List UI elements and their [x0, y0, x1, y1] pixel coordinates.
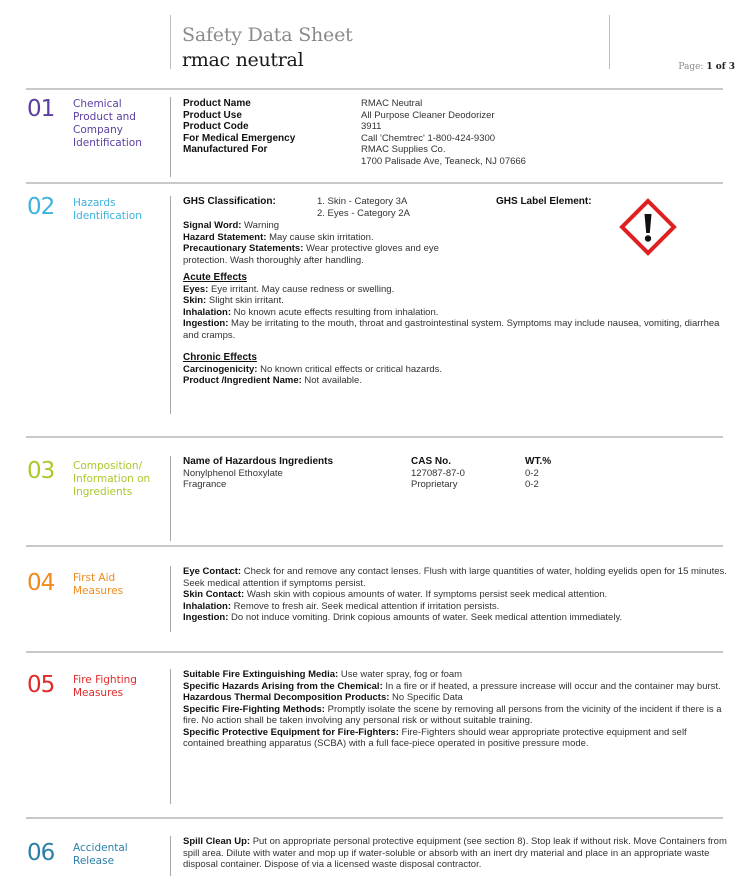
acute-effect-item [183, 284, 728, 296]
section-title: Fire Fighting Measures [73, 674, 137, 699]
product-info-table [183, 98, 728, 167]
document-header [0, 0, 749, 90]
item-label: Ingestion: [183, 612, 229, 623]
section-vertical-rule [170, 836, 171, 876]
item-label: Spill Clean Up: [183, 836, 251, 847]
field-label: Product Code [183, 121, 249, 132]
hazard-statement-value: May cause skin irritation. [269, 231, 374, 243]
section-number: 05 [27, 672, 55, 698]
section-body [183, 566, 728, 624]
first-aid-item [183, 589, 728, 601]
section-title: Hazards Identification [73, 197, 142, 222]
column-header: WT.% [525, 456, 552, 467]
item-label: Inhalation: [183, 600, 232, 612]
first-aid-item [183, 566, 728, 589]
section-number: 04 [27, 570, 55, 596]
effect-text: No known acute effects resulting from inhalation. [233, 306, 439, 318]
page-indicator [678, 62, 735, 72]
section-body [183, 836, 728, 871]
acute-effects-heading: Acute Effects [183, 272, 247, 283]
field-value: RMAC Supplies Co. [361, 144, 446, 155]
item-text: Promptly isolate the scene by removing all persons from the vicinity of the incident if there is a fire. No action shall be taken involving any personal risk or without suitable training. [183, 703, 722, 726]
section-title: Accidental Release [73, 842, 128, 867]
item-text: Wash skin with copious amounts of water. If symptoms persist seek medical attention. [246, 589, 608, 600]
section-vertical-rule [170, 97, 171, 177]
signal-word-value: Warning [244, 220, 280, 231]
precautionary-label: Precautionary Statements: [183, 243, 304, 254]
exclamation-dot [645, 235, 651, 241]
table-cell: 127087-87-0 [411, 467, 465, 479]
effect-text: Not available. [304, 375, 362, 386]
fire-fighting-item [183, 681, 728, 693]
header-divider-right [609, 15, 610, 69]
item-text: Use water spray, fog or foam [340, 669, 463, 680]
field-label: Product Name [183, 98, 251, 109]
section-divider [26, 182, 723, 184]
section-06-accidental-release [0, 836, 749, 876]
section-divider [26, 817, 723, 819]
section-body [183, 669, 728, 750]
document-type-title: Safety Data Sheet [182, 24, 353, 46]
section-number: 02 [27, 194, 55, 220]
ghs-label-element-label: GHS Label Element: [496, 196, 592, 207]
item-label: Specific Fire-Fighting Methods: [183, 703, 325, 715]
table-cell: 0-2 [525, 479, 539, 490]
item-label: Specific Hazards Arising from the Chemical: [183, 680, 383, 692]
table-cell: 0-2 [525, 467, 539, 479]
effect-label: Eyes: [183, 283, 209, 295]
field-value: All Purpose Cleaner Deodorizer [361, 109, 495, 121]
column-header: CAS No. [411, 456, 451, 467]
field-value: RMAC Neutral [361, 98, 423, 109]
hazard-statement-label: Hazard Statement: [183, 231, 267, 243]
item-text: In a fire or if heated, a pressure increase will occur and the container may burst. [385, 680, 721, 692]
chronic-effects-heading: Chronic Effects [183, 352, 257, 363]
section-02-hazards [0, 196, 749, 432]
fire-fighting-item [183, 727, 728, 750]
effect-label: Carcinogenicity: [183, 363, 258, 375]
chronic-effect-item [183, 375, 728, 387]
spacer [183, 341, 728, 352]
ghs-classification-label: GHS Classification: [183, 196, 276, 207]
section-title: First Aid Measures [73, 572, 124, 597]
ghs-classification-list [317, 196, 410, 219]
section-number: 03 [27, 458, 55, 484]
section-04-first-aid [0, 566, 749, 648]
item-text: Put on appropriate personal protective equipment (see section 8). Stop leak if without risk. Move Containers from spill area. Dilute with water and mop up if water-soluble or absorb with an inert dry material and place in an appropriate waste disposal container. Dispose of via a licensed waste disposal contractor. [183, 836, 727, 870]
field-label [183, 156, 361, 168]
acute-effect-item [183, 295, 728, 307]
effect-label: Product /Ingredient Name: [183, 375, 302, 386]
fire-fighting-item [183, 704, 728, 727]
section-divider [26, 651, 723, 653]
section-body [183, 98, 728, 167]
field-label: Product Use [183, 109, 242, 121]
item-label: Suitable Fire Extinguishing Media: [183, 669, 339, 680]
section-divider [26, 88, 723, 90]
acute-effect-item [183, 318, 728, 341]
fire-fighting-item [183, 669, 728, 681]
effect-text: Slight skin irritant. [208, 295, 284, 306]
page-number: 1 of 3 [706, 62, 735, 72]
field-value: 3911 [361, 121, 382, 132]
field-label: For Medical Emergency [183, 132, 296, 144]
section-divider [26, 545, 723, 547]
item-label: Eye Contact: [183, 566, 242, 577]
product-title: rmac neutral [182, 49, 304, 71]
first-aid-item [183, 601, 728, 613]
signal-word-label: Signal Word: [183, 220, 242, 231]
field-value: 1700 Palisade Ave, Teaneck, NJ 07666 [361, 155, 526, 167]
effect-label: Skin: [183, 295, 207, 306]
column-header: Name of Hazardous Ingredients [183, 456, 334, 467]
section-vertical-rule [170, 566, 171, 632]
precautionary-value: Wear protective gloves and eye protection. Wash thoroughly after handling. [183, 243, 439, 266]
acute-effect-item [183, 307, 728, 319]
chronic-effect-item [183, 364, 728, 376]
ingredients-table [183, 456, 728, 491]
section-body [183, 456, 728, 491]
field-label: Manufactured For [183, 144, 268, 155]
table-cell: Proprietary [411, 479, 458, 490]
item-text: Do not induce vomiting. Drink copious amounts of water. Seek medical attention immediately. [231, 612, 623, 623]
section-vertical-rule [170, 196, 171, 414]
table-cell: Nonylphenol Ethoxylate [183, 467, 283, 479]
ghs-classification-item: 2. Eyes - Category 2A [317, 207, 410, 219]
section-divider [26, 436, 723, 438]
item-label: Specific Protective Equipment for Fire-Fighters: [183, 726, 399, 738]
section-title: Composition/ Information on Ingredients [73, 460, 151, 498]
section-number: 01 [27, 96, 55, 122]
item-text: Fire-Fighters should wear appropriate protective equipment and self contained breathing apparatus (SCBA) with a full face-piece operated in positive pressure mode. [183, 726, 687, 749]
section-title: Chemical Product and Company Identification [73, 98, 142, 149]
field-value: Call 'Chemtrec' 1-800-424-9300 [361, 132, 496, 144]
effect-label: Inhalation: [183, 306, 232, 318]
effect-text: No known critical effects or critical hazards. [260, 363, 443, 375]
section-vertical-rule [170, 669, 171, 804]
page-label: Page: [678, 62, 704, 72]
header-divider-left [170, 15, 171, 69]
table-cell: Fragrance [183, 479, 227, 490]
section-05-fire-fighting [0, 669, 749, 814]
item-text: Remove to fresh air. Seek medical attention if irritation persists. [233, 600, 500, 612]
ghs-row [183, 196, 728, 220]
exclamation-mark-pictogram-icon [620, 199, 676, 255]
effect-label: Ingestion: [183, 318, 229, 329]
effect-text: May be irritating to the mouth, throat and gastrointestinal system. Symptoms may include nausea, vomiting, diarrhea and cramps. [183, 318, 720, 341]
effect-text: Eye irritant. May cause redness or swelling. [211, 283, 395, 295]
first-aid-item [183, 612, 728, 624]
precautionary-statements [183, 243, 473, 266]
item-text: No Specific Data [392, 692, 463, 703]
item-text: Check for and remove any contact lenses. Flush with large quantities of water, holding eyelids open for 15 minutes. Seek medical attention if symptoms persist. [183, 566, 727, 589]
item-label: Skin Contact: [183, 589, 245, 600]
item-label: Hazardous Thermal Decomposition Products: [183, 692, 390, 703]
ghs-classification-item: 1. Skin - Category 3A [317, 196, 408, 207]
section-03-composition [0, 456, 749, 542]
section-vertical-rule [170, 456, 171, 541]
accidental-release-item [183, 836, 728, 871]
section-body [183, 196, 728, 387]
section-number: 06 [27, 840, 55, 866]
fire-fighting-item [183, 692, 728, 704]
section-01-identification [0, 97, 749, 181]
